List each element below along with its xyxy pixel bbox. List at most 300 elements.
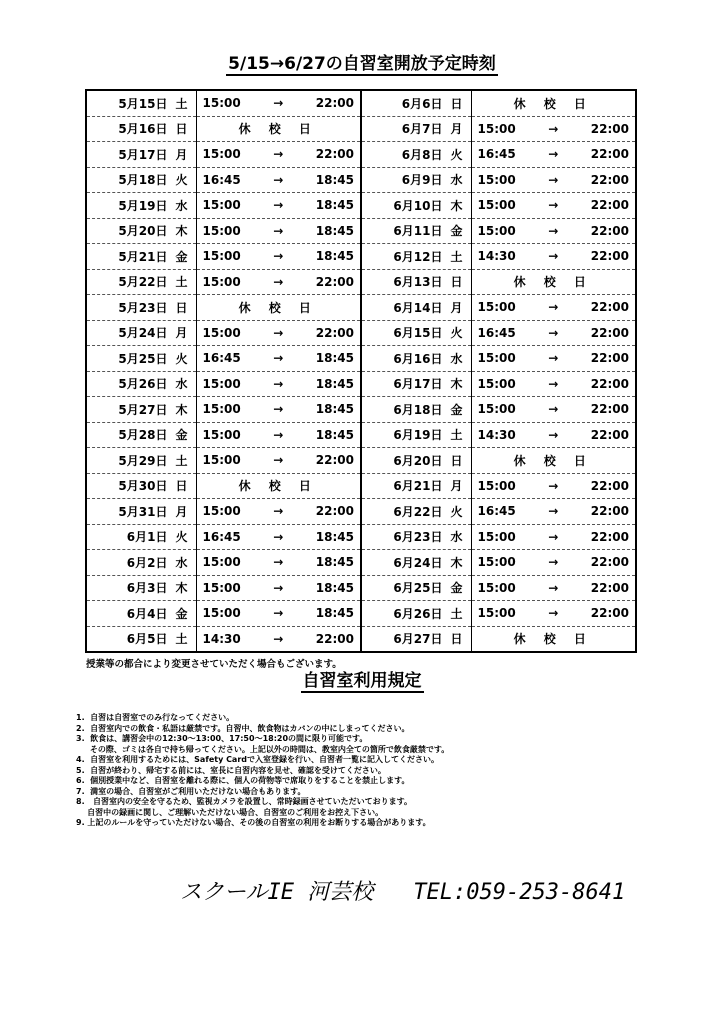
- time-cell: [196, 371, 361, 397]
- start-time: 15:00: [477, 198, 516, 213]
- end-time: 22:00: [590, 555, 629, 570]
- arrow-icon: →: [548, 198, 559, 213]
- end-time: 22:00: [590, 249, 629, 264]
- date-label: 6月6日: [401, 96, 443, 111]
- arrow-icon: →: [273, 249, 284, 264]
- schedule-row: [86, 550, 636, 576]
- end-time: 18:45: [315, 249, 354, 264]
- date-label: 6月3日: [126, 581, 168, 596]
- time-cell: [196, 218, 361, 244]
- change-notice: 授業等の都合により変更させていただく場合もございます。: [86, 659, 342, 670]
- closed-label: 休 校 日: [238, 122, 318, 137]
- date-cell: [86, 269, 196, 295]
- weekday-label: 日: [175, 122, 188, 137]
- end-time: 22:00: [590, 121, 629, 136]
- start-time: 15:00: [202, 453, 241, 468]
- schedule-row: [86, 473, 636, 499]
- arrow-icon: →: [548, 376, 559, 391]
- date-cell: [86, 397, 196, 423]
- date-label: 6月21日: [393, 479, 443, 494]
- date-label: 6月9日: [401, 173, 443, 188]
- arrow-icon: →: [548, 427, 559, 442]
- arrow-icon: →: [273, 351, 284, 366]
- time-cell: [471, 90, 636, 116]
- arrow-icon: →: [548, 504, 559, 519]
- arrow-icon: →: [273, 147, 284, 162]
- closed-label: 休 校 日: [513, 453, 593, 468]
- date-label: 6月22日: [393, 504, 443, 519]
- arrow-icon: →: [548, 606, 559, 621]
- weekday-label: 火: [175, 173, 188, 188]
- end-time: 22:00: [315, 453, 354, 468]
- date-cell: [86, 320, 196, 346]
- schedule-row: [86, 524, 636, 550]
- start-time: 15:00: [477, 376, 516, 391]
- start-time: 15:00: [202, 606, 241, 621]
- start-time: 15:00: [477, 223, 516, 238]
- time-cell: [196, 397, 361, 423]
- end-time: 18:45: [315, 351, 354, 366]
- arrow-icon: →: [273, 376, 284, 391]
- time-cell: [471, 524, 636, 550]
- weekday-label: 土: [175, 275, 188, 290]
- date-cell: [361, 244, 471, 270]
- start-time: 15:00: [477, 529, 516, 544]
- weekday-label: 月: [175, 147, 188, 162]
- time-cell: [471, 601, 636, 627]
- date-cell: [86, 193, 196, 219]
- start-time: 15:00: [202, 580, 241, 595]
- date-label: 6月27日: [393, 632, 443, 647]
- closed-label: 休 校 日: [513, 96, 593, 111]
- arrow-icon: →: [548, 529, 559, 544]
- date-label: 6月18日: [393, 402, 443, 417]
- time-cell: [471, 422, 636, 448]
- end-time: 18:45: [315, 198, 354, 213]
- schedule-row: [86, 575, 636, 601]
- time-cell: [196, 524, 361, 550]
- weekday-label: 水: [450, 173, 463, 188]
- arrow-icon: →: [273, 580, 284, 595]
- schedule-row: [86, 244, 636, 270]
- time-cell: [196, 550, 361, 576]
- date-label: 5月15日: [118, 96, 168, 111]
- weekday-label: 金: [175, 249, 188, 264]
- date-cell: [361, 550, 471, 576]
- weekday-label: 火: [450, 326, 463, 341]
- date-cell: [361, 142, 471, 168]
- date-cell: [86, 473, 196, 499]
- date-cell: [86, 524, 196, 550]
- weekday-label: 土: [175, 96, 188, 111]
- weekday-label: 火: [450, 504, 463, 519]
- end-time: 22:00: [590, 504, 629, 519]
- end-time: 18:45: [315, 172, 354, 187]
- time-cell: [471, 626, 636, 652]
- end-time: 18:45: [315, 402, 354, 417]
- date-cell: [86, 116, 196, 142]
- rule-item: 8. 自習室内の安全を守るため、監視カメラを設置し、常時録画させていただいております。: [76, 797, 412, 806]
- weekday-label: 月: [450, 479, 463, 494]
- rule-item: 5. 自習が終わり、帰宅する前には、室長に自習内容を見せ、確認を受けてください。: [76, 765, 386, 775]
- arrow-icon: →: [273, 453, 284, 468]
- end-time: 22:00: [590, 300, 629, 315]
- arrow-icon: →: [548, 223, 559, 238]
- schedule-row: [86, 371, 636, 397]
- schedule-row: [86, 218, 636, 244]
- weekday-label: 木: [175, 224, 188, 239]
- date-cell: [86, 626, 196, 652]
- date-label: 5月22日: [118, 275, 168, 290]
- rule-item: 6. 個別授業中など、自習室を離れる際に、個人の荷物等で席取りをすることを禁止します。: [76, 776, 410, 785]
- weekday-label: 金: [450, 224, 463, 239]
- date-cell: [361, 193, 471, 219]
- time-cell: [471, 218, 636, 244]
- weekday-label: 水: [450, 530, 463, 545]
- date-cell: [361, 397, 471, 423]
- start-time: 14:30: [477, 249, 516, 264]
- arrow-icon: →: [273, 555, 284, 570]
- start-time: 15:00: [477, 172, 516, 187]
- weekday-label: 月: [175, 326, 188, 341]
- closed-label: 休 校 日: [238, 479, 318, 494]
- start-time: 15:00: [477, 580, 516, 595]
- time-cell: [471, 499, 636, 525]
- date-cell: [86, 371, 196, 397]
- date-label: 5月20日: [118, 224, 168, 239]
- arrow-icon: →: [273, 402, 284, 417]
- weekday-label: 金: [450, 402, 463, 417]
- weekday-label: 日: [175, 479, 188, 494]
- rule-item: 9. 上記のルールを守っていただけない場合、その後の自習室の利用をお断りする場合があります。: [76, 818, 431, 827]
- date-cell: [361, 601, 471, 627]
- end-time: 22:00: [590, 147, 629, 162]
- date-cell: [361, 295, 471, 321]
- date-cell: [361, 320, 471, 346]
- schedule-row: [86, 142, 636, 168]
- start-time: 15:00: [477, 402, 516, 417]
- arrow-icon: →: [548, 249, 559, 264]
- rules-list: [76, 713, 716, 829]
- date-label: 6月19日: [393, 428, 443, 443]
- time-cell: [471, 116, 636, 142]
- time-cell: [471, 320, 636, 346]
- start-time: 15:00: [477, 478, 516, 493]
- date-label: 6月20日: [393, 453, 443, 468]
- time-cell: [196, 295, 361, 321]
- end-time: 22:00: [590, 351, 629, 366]
- weekday-label: 水: [175, 377, 188, 392]
- date-cell: [86, 295, 196, 321]
- weekday-label: 月: [450, 300, 463, 315]
- time-cell: [196, 167, 361, 193]
- date-cell: [86, 499, 196, 525]
- date-label: 6月13日: [393, 275, 443, 290]
- arrow-icon: →: [273, 427, 284, 442]
- weekday-label: 日: [450, 632, 463, 647]
- date-label: 6月14日: [393, 300, 443, 315]
- start-time: 15:00: [202, 504, 241, 519]
- weekday-label: 木: [450, 377, 463, 392]
- rule-item: 自習中の録画に関し、ご理解いただけない場合、自習室のご利用をお控え下さい。: [76, 807, 384, 817]
- date-cell: [361, 473, 471, 499]
- time-cell: [471, 448, 636, 474]
- time-cell: [196, 601, 361, 627]
- date-label: 5月16日: [118, 122, 168, 137]
- end-time: 18:45: [315, 427, 354, 442]
- date-cell: [361, 371, 471, 397]
- time-cell: [196, 320, 361, 346]
- end-time: 22:00: [315, 631, 354, 646]
- schedule-row: [86, 422, 636, 448]
- arrow-icon: →: [273, 198, 284, 213]
- weekday-label: 日: [175, 300, 188, 315]
- date-cell: [361, 269, 471, 295]
- schedule-row: [86, 601, 636, 627]
- date-cell: [361, 116, 471, 142]
- arrow-icon: →: [273, 223, 284, 238]
- start-time: 16:45: [477, 504, 516, 519]
- weekday-label: 土: [450, 606, 463, 621]
- rule-item: その際、ゴミは各自で持ち帰ってください。上記以外の時間は、教室内全ての箇所で飲食厳禁です。: [76, 744, 450, 754]
- arrow-icon: →: [548, 478, 559, 493]
- date-cell: [361, 346, 471, 372]
- time-cell: [196, 499, 361, 525]
- date-label: 6月7日: [401, 122, 443, 137]
- end-time: 22:00: [590, 580, 629, 595]
- date-label: 6月15日: [393, 326, 443, 341]
- start-time: 15:00: [477, 121, 516, 136]
- date-label: 6月25日: [393, 581, 443, 596]
- date-label: 5月23日: [118, 300, 168, 315]
- date-cell: [361, 167, 471, 193]
- date-label: 5月29日: [118, 453, 168, 468]
- schedule-title: 5/15→6/27の自習室開放予定時刻: [228, 54, 496, 74]
- date-cell: [86, 448, 196, 474]
- end-time: 22:00: [315, 325, 354, 340]
- start-time: 15:00: [202, 555, 241, 570]
- date-label: 6月12日: [393, 249, 443, 264]
- time-cell: [471, 473, 636, 499]
- end-time: 22:00: [315, 274, 354, 289]
- time-cell: [471, 397, 636, 423]
- weekday-label: 金: [175, 428, 188, 443]
- start-time: 15:00: [477, 300, 516, 315]
- time-cell: [196, 422, 361, 448]
- start-time: 16:45: [477, 147, 516, 162]
- weekday-label: 土: [175, 632, 188, 647]
- weekday-label: 日: [450, 453, 463, 468]
- end-time: 22:00: [590, 198, 629, 213]
- date-label: 5月30日: [118, 479, 168, 494]
- date-label: 6月10日: [393, 198, 443, 213]
- weekday-label: 月: [450, 122, 463, 137]
- date-label: 6月26日: [393, 606, 443, 621]
- weekday-label: 木: [175, 402, 188, 417]
- arrow-icon: →: [273, 172, 284, 187]
- schedule-row: [86, 193, 636, 219]
- arrow-icon: →: [548, 147, 559, 162]
- time-cell: [196, 269, 361, 295]
- start-time: 15:00: [477, 555, 516, 570]
- date-cell: [361, 524, 471, 550]
- date-label: 5月28日: [118, 428, 168, 443]
- time-cell: [471, 346, 636, 372]
- date-cell: [86, 244, 196, 270]
- start-time: 14:30: [202, 631, 241, 646]
- end-time: 22:00: [590, 606, 629, 621]
- arrow-icon: →: [548, 402, 559, 417]
- schedule-row: [86, 90, 636, 116]
- end-time: 22:00: [315, 504, 354, 519]
- end-time: 22:00: [590, 529, 629, 544]
- date-label: 5月26日: [118, 377, 168, 392]
- time-cell: [196, 473, 361, 499]
- end-time: 18:45: [315, 529, 354, 544]
- schedule-row: [86, 320, 636, 346]
- phone-number: TEL:059-253-8641: [413, 880, 626, 905]
- end-time: 22:00: [315, 96, 354, 111]
- arrow-icon: →: [273, 325, 284, 340]
- time-cell: [471, 244, 636, 270]
- date-label: 5月17日: [118, 147, 168, 162]
- date-label: 6月16日: [393, 351, 443, 366]
- time-cell: [471, 142, 636, 168]
- end-time: 18:45: [315, 376, 354, 391]
- time-cell: [196, 193, 361, 219]
- time-cell: [471, 575, 636, 601]
- weekday-label: 火: [175, 530, 188, 545]
- end-time: 22:00: [590, 325, 629, 340]
- time-cell: [471, 167, 636, 193]
- closed-label: 休 校 日: [513, 275, 593, 290]
- weekday-label: 木: [175, 581, 188, 596]
- date-cell: [86, 575, 196, 601]
- date-cell: [361, 575, 471, 601]
- date-cell: [86, 601, 196, 627]
- schedule-row: [86, 269, 636, 295]
- arrow-icon: →: [273, 274, 284, 289]
- weekday-label: 月: [175, 504, 188, 519]
- time-cell: [471, 295, 636, 321]
- start-time: 14:30: [477, 427, 516, 442]
- rules-title: 自習室利用規定: [302, 671, 422, 691]
- closed-label: 休 校 日: [238, 300, 318, 315]
- arrow-icon: →: [273, 96, 284, 111]
- schedule-row: [86, 499, 636, 525]
- rule-item: 4. 自習室を利用するためには、Safety Cardで入室登録を行い、自習者一覧に記入してください。: [76, 755, 440, 764]
- weekday-label: 土: [175, 453, 188, 468]
- date-label: 6月5日: [126, 632, 168, 647]
- date-label: 5月24日: [118, 326, 168, 341]
- end-time: 22:00: [315, 147, 354, 162]
- start-time: 15:00: [477, 351, 516, 366]
- end-time: 22:00: [590, 402, 629, 417]
- date-label: 6月11日: [393, 224, 443, 239]
- closed-label: 休 校 日: [513, 632, 593, 647]
- end-time: 18:45: [315, 555, 354, 570]
- start-time: 15:00: [202, 249, 241, 264]
- date-cell: [86, 422, 196, 448]
- time-cell: [196, 90, 361, 116]
- date-label: 5月18日: [118, 173, 168, 188]
- schedule-row: [86, 116, 636, 142]
- time-cell: [196, 346, 361, 372]
- date-cell: [361, 626, 471, 652]
- end-time: 18:45: [315, 580, 354, 595]
- date-label: 6月23日: [393, 530, 443, 545]
- start-time: 15:00: [202, 427, 241, 442]
- arrow-icon: →: [548, 172, 559, 187]
- date-cell: [361, 499, 471, 525]
- date-cell: [86, 346, 196, 372]
- footer: [180, 875, 625, 906]
- end-time: 22:00: [590, 427, 629, 442]
- start-time: 15:00: [202, 376, 241, 391]
- end-time: 22:00: [590, 223, 629, 238]
- date-cell: [361, 422, 471, 448]
- arrow-icon: →: [273, 504, 284, 519]
- weekday-label: 水: [175, 198, 188, 213]
- start-time: 15:00: [202, 274, 241, 289]
- schedule-row: [86, 167, 636, 193]
- rule-item: 2. 自習室内での飲食・私語は厳禁です。自習中、飲食物はカバンの中にしまってください。: [76, 723, 410, 733]
- time-cell: [471, 371, 636, 397]
- time-cell: [471, 269, 636, 295]
- weekday-label: 木: [450, 555, 463, 570]
- schedule-table: [85, 89, 637, 653]
- date-label: 6月24日: [393, 555, 443, 570]
- time-cell: [196, 575, 361, 601]
- weekday-label: 金: [175, 606, 188, 621]
- start-time: 15:00: [477, 606, 516, 621]
- end-time: 22:00: [590, 376, 629, 391]
- start-time: 16:45: [202, 172, 241, 187]
- arrow-icon: →: [548, 300, 559, 315]
- weekday-label: 火: [175, 351, 188, 366]
- date-label: 5月25日: [118, 351, 168, 366]
- start-time: 15:00: [202, 402, 241, 417]
- start-time: 15:00: [202, 223, 241, 238]
- arrow-icon: →: [273, 631, 284, 646]
- weekday-label: 水: [450, 351, 463, 366]
- time-cell: [471, 193, 636, 219]
- date-label: 6月2日: [126, 555, 168, 570]
- end-time: 18:45: [315, 223, 354, 238]
- time-cell: [471, 550, 636, 576]
- rule-item: 7. 満室の場合、自習室がご利用いただけない場合もあります。: [76, 786, 306, 796]
- end-time: 22:00: [590, 172, 629, 187]
- start-time: 15:00: [202, 325, 241, 340]
- date-label: 5月21日: [118, 249, 168, 264]
- date-cell: [86, 550, 196, 576]
- time-cell: [196, 626, 361, 652]
- weekday-label: 日: [450, 275, 463, 290]
- start-time: 15:00: [202, 147, 241, 162]
- date-cell: [361, 448, 471, 474]
- arrow-icon: →: [548, 351, 559, 366]
- date-cell: [361, 90, 471, 116]
- arrow-icon: →: [548, 121, 559, 136]
- date-label: 5月27日: [118, 402, 168, 417]
- weekday-label: 日: [450, 96, 463, 111]
- rule-item: 1. 自習は自習室でのみ行なってください。: [76, 713, 235, 722]
- date-label: 6月17日: [393, 377, 443, 392]
- time-cell: [196, 116, 361, 142]
- date-cell: [86, 167, 196, 193]
- date-label: 5月19日: [118, 198, 168, 213]
- schedule-row: [86, 448, 636, 474]
